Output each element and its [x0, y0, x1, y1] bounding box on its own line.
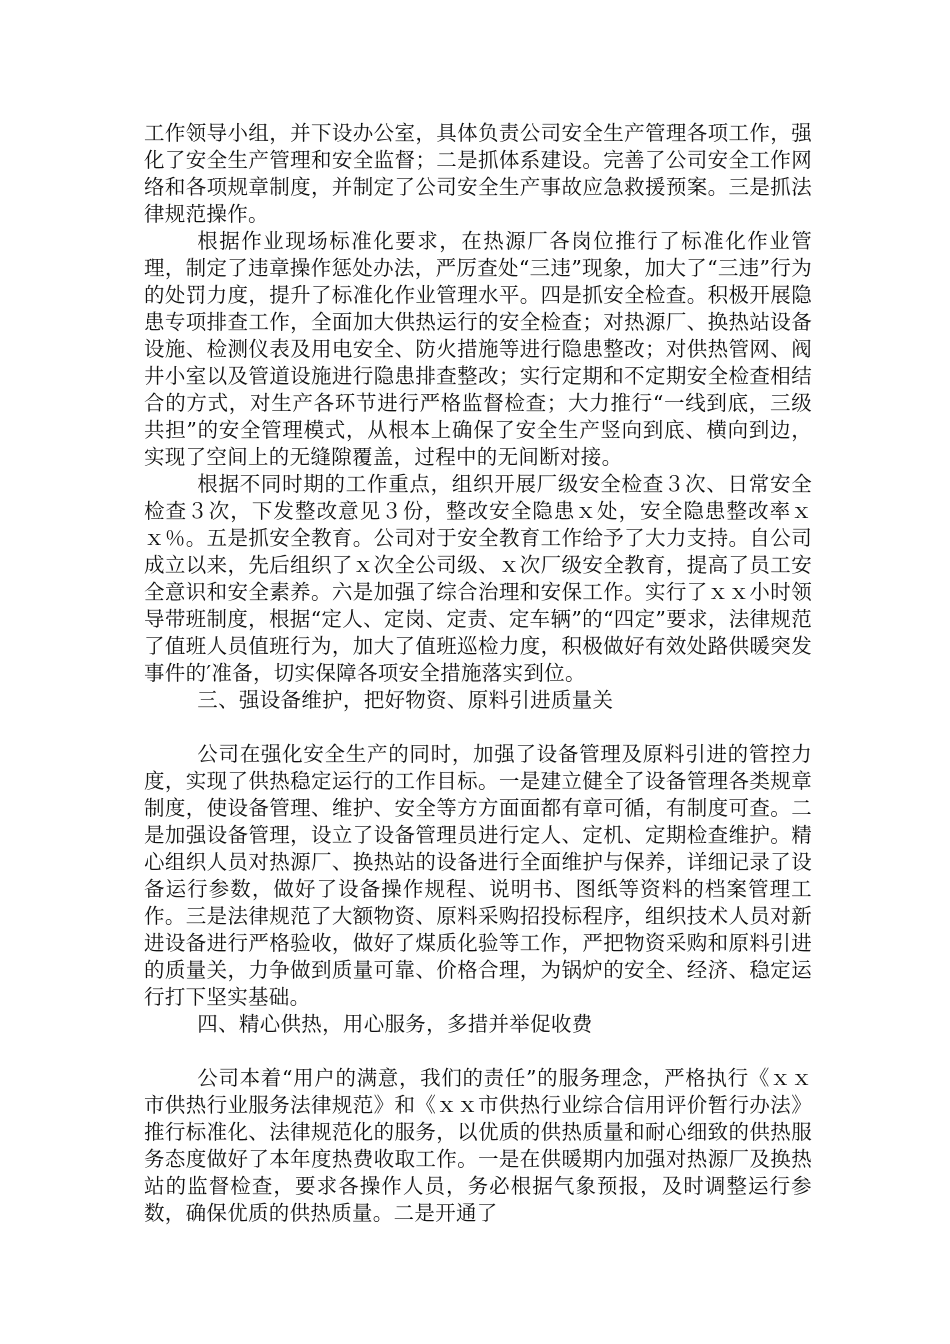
paragraph-2: 根据作业现场标准化要求，在热源厂各岗位推行了标准化作业管理，制定了违章操作惩处办法，严厉查处“三违”现象，加大了“三违”行为的处罚力度，提升了标准化作业管理水平。四是抓安全检查。积极开展隐患专项排查工作，全面加大供热运行的安全检查；对热源厂、换热站设备设施、检测仪表及用电安全、防火措施等进行隐患整改；对供热管网、阀井小室以及管道设施进行隐患排查整改；实行定期和不定期安全检查相结合的方式，对生产各环节进行严格监督检查；大力推行“一线到底，三级共担”的安全管理模式，从根本上确保了安全生产竖向到底、横向到边，实现了空间上的无缝隙覆盖，过程中的无间断对接。 — [144, 229, 812, 469]
section-heading-3: 三、强设备维护，把好物资、原料引进质量关 — [197, 688, 614, 712]
paragraph-4: 公司在强化安全生产的同时，加强了设备管理及原料引进的管控力度，实现了供热稳定运行的工作目标。一是建立健全了设备管理各类规章制度，使设备管理、维护、安全等方方面面都有章可循，有制度可查。二是加强设备管理，设立了设备管理员进行定人、定机、定期检查维护。精心组织人员对热源厂、换热站的设备进行全面维护与保养，详细记录了设备运行参数，做好了设备操作规程、说明书、图纸等资料的档案管理工作。三是法律规范了大额物资、原料采购招投标程序，组织技术人员对新进设备进行严格验收，做好了煤质化验等工作，严把物资采购和原料引进的质量关，力争做到质量可靠、价格合理，为锅炉的安全、经济、稳定运行打下坚实基础。 — [144, 742, 812, 1009]
paragraph-1: 工作领导小组，并下设办公室，具体负责公司安全生产管理各项工作，强化了安全生产管理和安全监督；二是抓体系建设。完善了公司安全工作网络和各项规章制度，并制定了公司安全生产事故应急救援预案。三是抓法律规范操作。 — [144, 121, 812, 226]
paragraph-3: 根据不同时期的工作重点，组织开展厂级安全检查３次、日常安全检查３次，下发整改意见３份，整改安全隐患ｘ处，安全隐患整改率ｘｘ％。五是抓安全教育。公司对于安全教育工作给予了大力支持。自公司成立以来，先后组织了ｘ次全公司级、ｘ次厂级安全教育，提高了员工安全意识和安全素养。六是加强了综合治理和安保工作。实行了ｘｘ小时领导带班制度，根据“定人、定岗、定责、定车辆”的“四定”要求，法律规范了值班人员值班行为，加大了值班巡检力度，积极做好有效处路供暖突发事件的′准备，切实保障各项安全措施落实到位。 — [144, 472, 812, 685]
paragraph-5: 公司本着“用户的满意，我们的责任”的服务理念，严格执行《ｘｘ市供热行业服务法律规范》和《ｘｘ市供热行业综合信用评价暂行办法》推行标准化、法律规范化的服务，以优质的供热质量和耐心细致的供热服务态度做好了本年度热费收取工作。一是在供暖期内加强对热源厂及换热站的监督检查，要求各操作人员，务必根据气象预报，及时调整运行参数，确保优质的供热质量。二是开通了 — [144, 1066, 812, 1225]
document-page — [144, 120, 812, 1227]
section-heading-4: 四、精心供热，用心服务，多措并举促收费 — [197, 1012, 593, 1036]
